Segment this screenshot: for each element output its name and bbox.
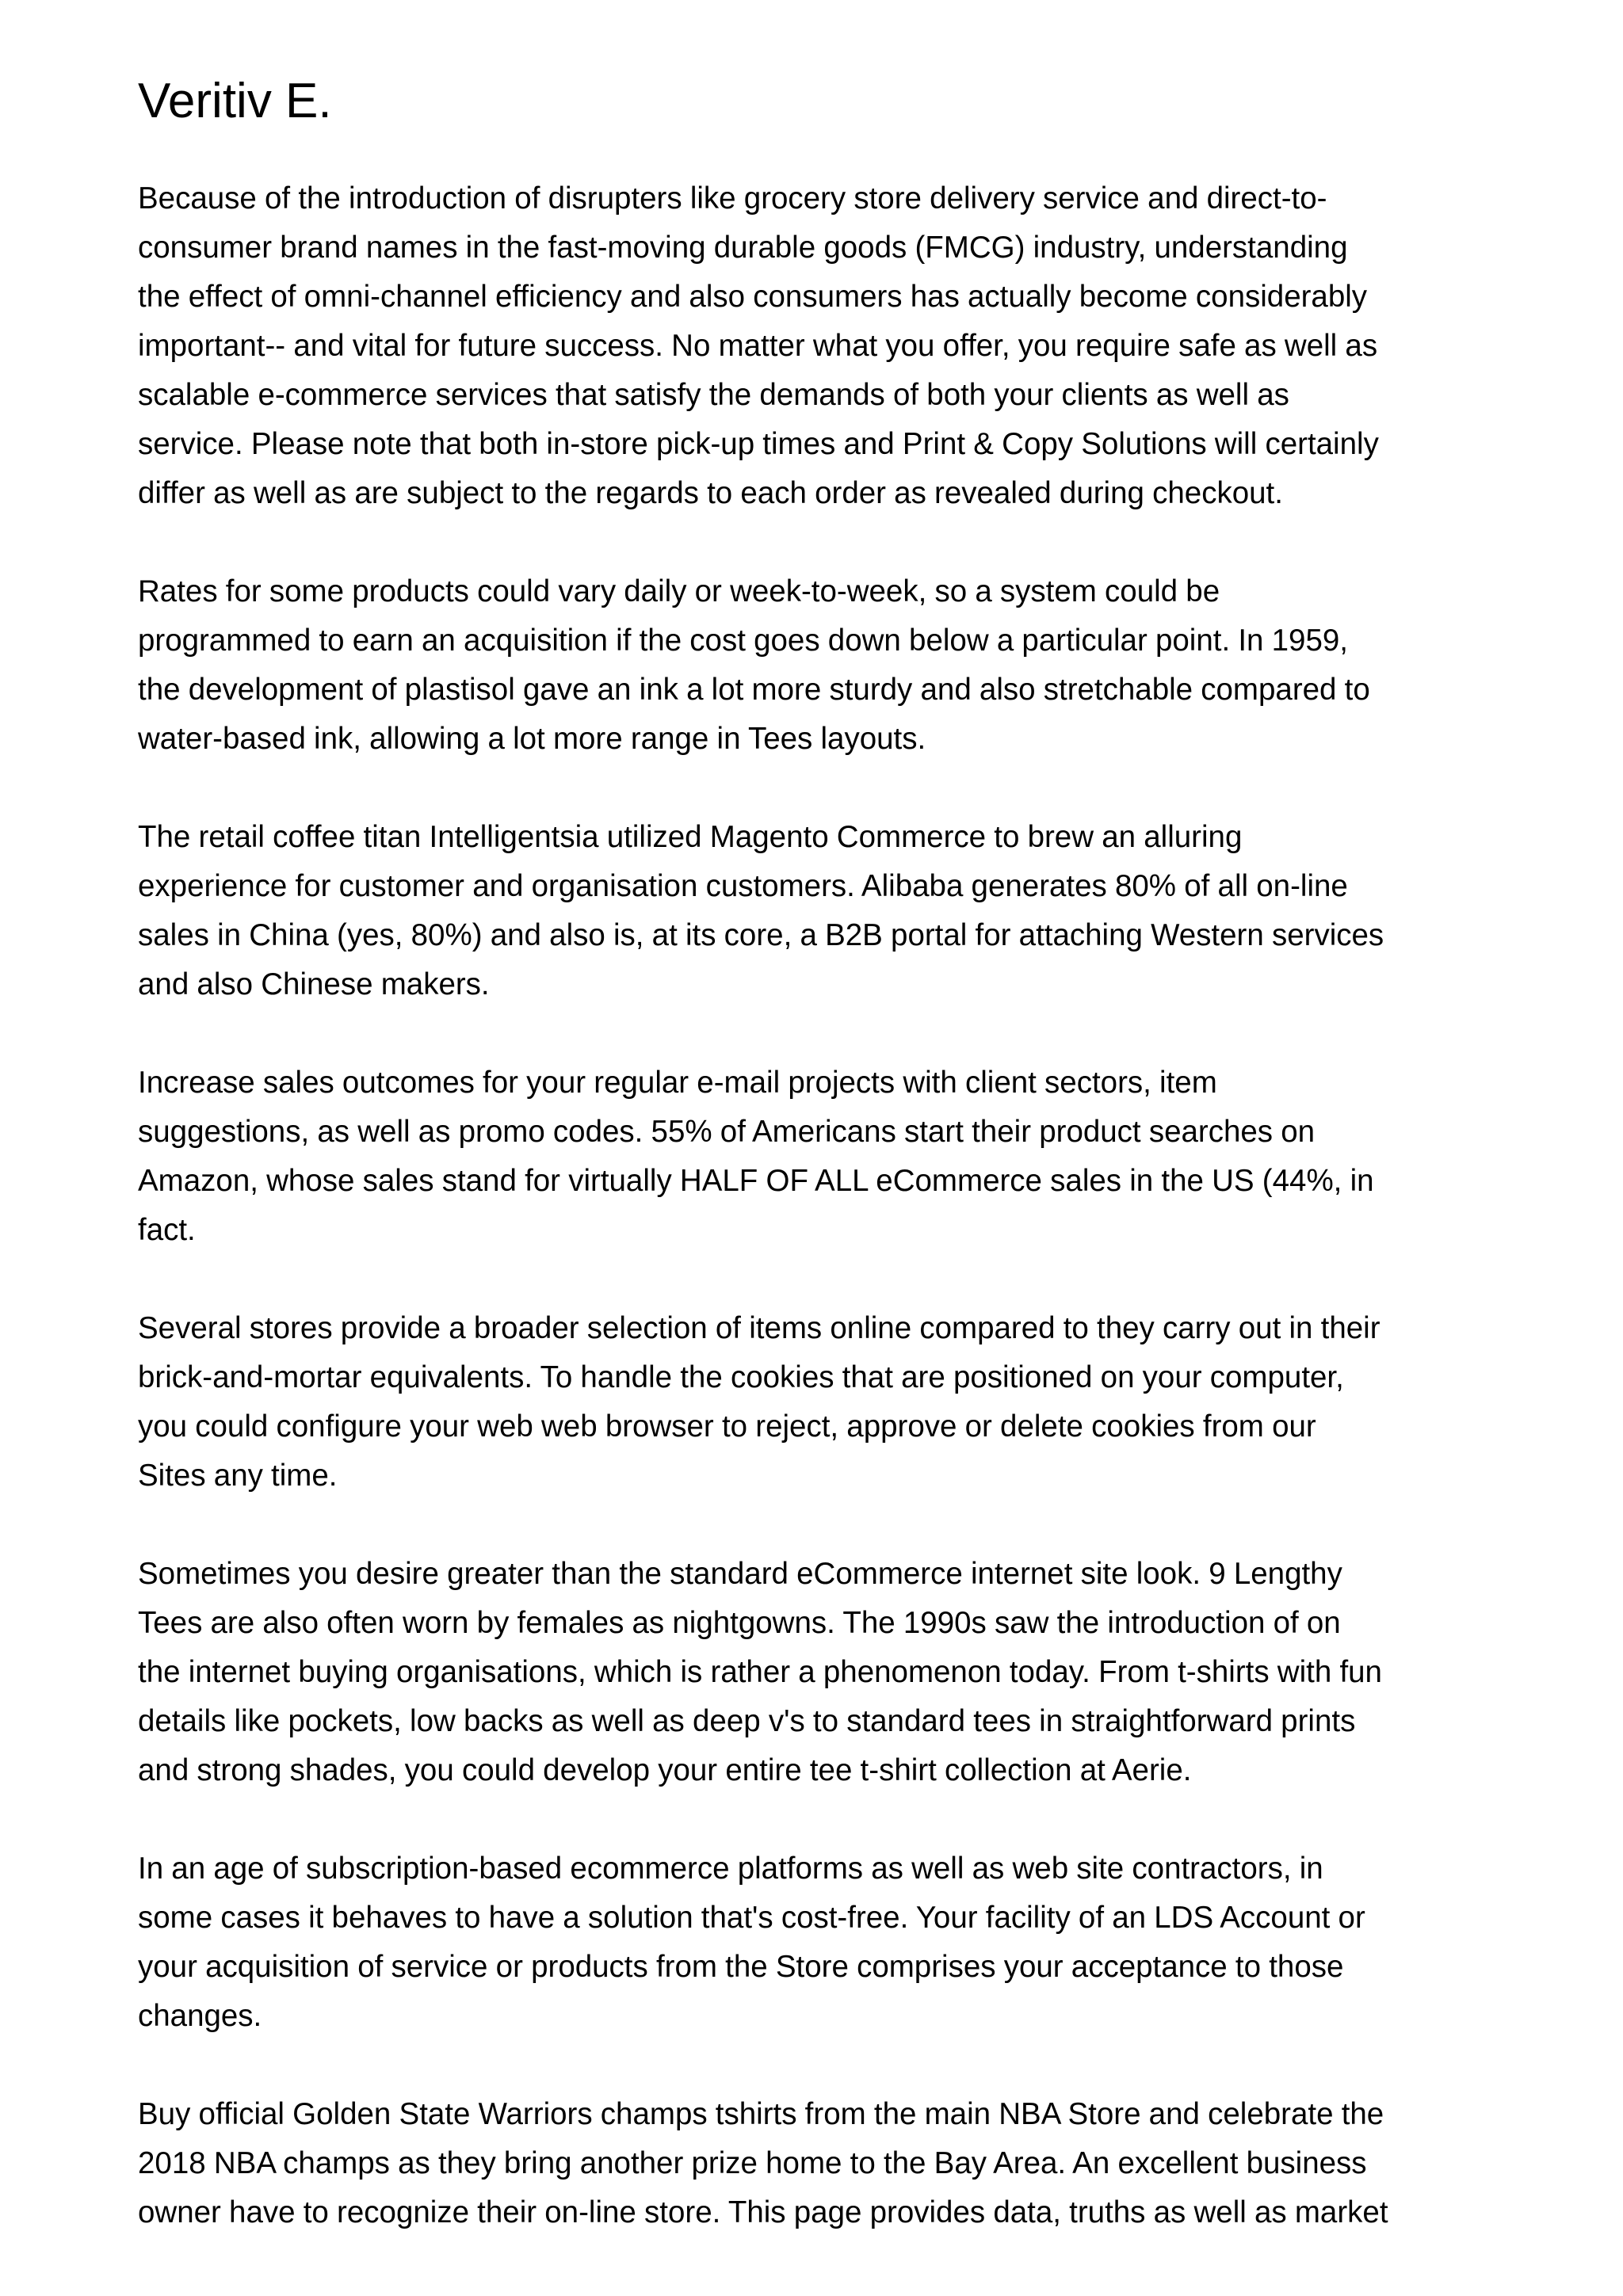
text-line: differ as well as are subject to the regards to each order as revealed during checkout. <box>138 476 1283 510</box>
text-line: Because of the introduction of disrupters like grocery store delivery service and direct-to- <box>138 181 1327 215</box>
text-line: and strong shades, you could develop your entire tee t-shirt collection at Aerie. <box>138 1753 1192 1787</box>
text-line: and also Chinese makers. <box>138 967 490 1001</box>
paragraph <box>138 1844 1501 2041</box>
text-line: scalable e-commerce services that satisfy the demands of both your clients as well as <box>138 378 1289 412</box>
text-line: sales in China (yes, 80%) and also is, at its core, a B2B portal for attaching Western services <box>138 918 1384 952</box>
page-title: Veritiv E. <box>138 74 332 128</box>
text-line: brick-and-mortar equivalents. To handle the cookies that are positioned on your computer, <box>138 1360 1344 1394</box>
text-line: service. Please note that both in-store pick-up times and Print & Copy Solutions will certainly <box>138 427 1379 461</box>
text-line: Several stores provide a broader selection of items online compared to they carry out in their <box>138 1311 1381 1345</box>
text-line: some cases it behaves to have a solution that's cost-free. Your facility of an LDS Account or <box>138 1901 1365 1935</box>
paragraph <box>138 813 1501 1009</box>
text-line: suggestions, as well as promo codes. 55% of Americans start their product searches on <box>138 1115 1316 1149</box>
text-line: consumer brand names in the fast-moving durable goods (FMCG) industry, understanding <box>138 231 1348 265</box>
text-line: your acquisition of service or products from the Store comprises your acceptance to those <box>138 1950 1344 1984</box>
text-line: important-- and vital for future success. No matter what you offer, you require safe as well as <box>138 329 1378 363</box>
text-line: water-based ink, allowing a lot more range in Tees layouts. <box>138 722 926 756</box>
text-line: The retail coffee titan Intelligentsia utilized Magento Commerce to brew an alluring <box>138 820 1243 854</box>
text-line: Tees are also often worn by females as nightgowns. The 1990s saw the introduction of on <box>138 1606 1341 1640</box>
text-line: Increase sales outcomes for your regular e-mail projects with client sectors, item <box>138 1066 1217 1100</box>
text-line: fact. <box>138 1213 196 1247</box>
text-line: programmed to earn an acquisition if the cost goes down below a particular point. In 1959, <box>138 624 1348 658</box>
text-line: Amazon, whose sales stand for virtually HALF OF ALL eCommerce sales in the US (44%, in <box>138 1164 1374 1198</box>
paragraph <box>138 1304 1501 1501</box>
text-line: the development of plastisol gave an ink a lot more sturdy and also stretchable compared to <box>138 673 1370 707</box>
text-line: Rates for some products could vary daily or week-to-week, so a system could be <box>138 574 1220 608</box>
text-line: In an age of subscription-based ecommerce platforms as well as web site contractors, in <box>138 1852 1323 1886</box>
document-page <box>138 68 1501 2286</box>
paragraph <box>138 174 1501 518</box>
text-line: Sometimes you desire greater than the standard eCommerce internet site look. 9 Lengthy <box>138 1557 1342 1591</box>
text-line: 2018 NBA champs as they bring another prize home to the Bay Area. An excellent business <box>138 2146 1367 2180</box>
paragraph <box>138 567 1501 764</box>
paragraph <box>138 1058 1501 1255</box>
paragraph <box>138 1550 1501 1795</box>
text-line: experience for customer and organisation customers. Alibaba generates 80% of all on-line <box>138 869 1348 903</box>
paragraph <box>138 2090 1501 2237</box>
text-line: the internet buying organisations, which is rather a phenomenon today. From t-shirts with fun <box>138 1655 1382 1689</box>
text-line: Sites any time. <box>138 1459 338 1493</box>
text-line: changes. <box>138 1999 262 2033</box>
document-body <box>138 174 1501 2237</box>
text-line: you could configure your web web browser to reject, approve or delete cookies from our <box>138 1409 1316 1444</box>
text-line: details like pockets, low backs as well as deep v's to standard tees in straightforward prints <box>138 1704 1356 1738</box>
text-line: owner have to recognize their on-line store. This page provides data, truths as well as market <box>138 2195 1388 2229</box>
text-line: the effect of omni-channel efficiency and also consumers has actually become considerably <box>138 280 1368 314</box>
text-line: Buy official Golden State Warriors champs tshirts from the main NBA Store and celebrate the <box>138 2097 1384 2131</box>
